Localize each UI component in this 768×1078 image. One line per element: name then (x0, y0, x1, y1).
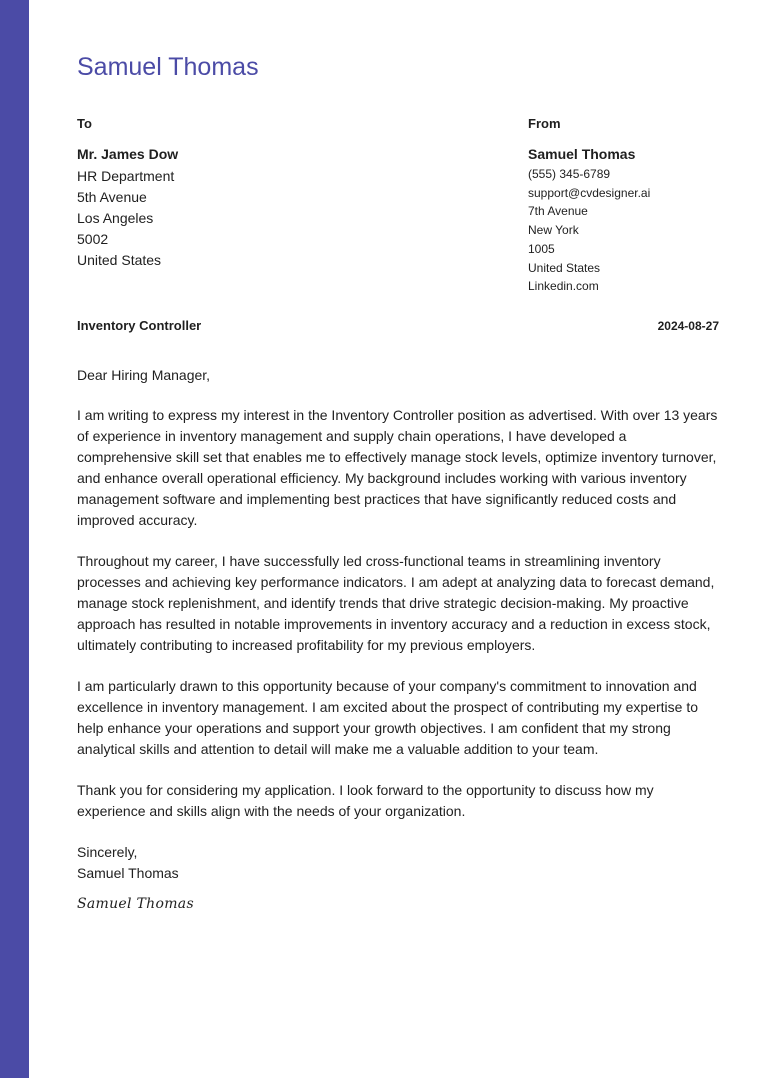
paragraph-2: Throughout my career, I have successfully led cross-functional teams in streamlining inventory processes and achieving key performance indicators. I am adept at analyzing data to forecast demand, manage stock replenishment, and identify trends that drive strategic decision-making. My proactive approach has resulted in notable improvements in inventory accuracy and a reduction in excess stock, ultimately contributing to increased profitability for my previous employers. (77, 553, 715, 653)
applicant-name: Samuel Thomas (77, 53, 259, 81)
sender-city: New York (528, 223, 579, 238)
sender-street: 7th Avenue (528, 204, 588, 219)
recipient-name: Mr. James Dow (77, 146, 179, 162)
from-label: From (528, 116, 561, 131)
signoff-name: Samuel Thomas (77, 865, 179, 881)
salutation: Dear Hiring Manager, (77, 367, 211, 383)
paragraph-3: I am particularly drawn to this opportunity because of your company's commitment to innovation and excellence in inventory management. I am excited about the prospect of contributing my expertise to help enhance your operations and support your growth objectives. I am confident that my strong analytical skills and attention to detail will make me a valuable addition to your team. (77, 678, 699, 757)
recipient-city: Los Angeles (77, 210, 154, 226)
handwritten-signature: Samuel Thomas (77, 896, 194, 912)
recipient-address (77, 145, 377, 271)
recipient-street: 5th Avenue (77, 189, 147, 205)
sender-name: Samuel Thomas (528, 146, 636, 162)
paragraph-1: I am writing to express my interest in the Inventory Controller position as advertised. With over 13 years of experience in inventory management and supply chain operations, I have developed a comprehensive skill set that enables me to effectively manage stock levels, optimize inventory turnover, and enhance overall operational efficiency. My background includes working with various inventory management software and implementing best practices that have significantly reduced costs and improved accuracy. (77, 407, 718, 528)
closing-phrase: Sincerely, (77, 844, 138, 860)
recipient-country: United States (77, 252, 162, 268)
letter-date: 2024-08-27 (657, 319, 719, 333)
sender-phone: (555) 345-6789 (528, 167, 611, 181)
sender-linkedin: Linkedin.com (528, 279, 599, 294)
position-title: Inventory Controller (77, 318, 202, 333)
letter-body (77, 365, 725, 915)
sender-postal-code: 1005 (528, 241, 555, 256)
accent-sidebar (0, 0, 29, 1078)
closing-block (77, 842, 725, 915)
recipient-department: HR Department (77, 168, 175, 184)
sender-country: United States (528, 260, 601, 275)
sender-address (528, 145, 748, 296)
recipient-postal-code: 5002 (77, 231, 109, 247)
sender-email: support@cvdesigner.ai (528, 185, 651, 200)
paragraph-4: Thank you for considering my application. I look forward to the opportunity to discuss how my experience and skills align with the needs of your organization. (77, 782, 654, 819)
to-label: To (77, 116, 92, 131)
